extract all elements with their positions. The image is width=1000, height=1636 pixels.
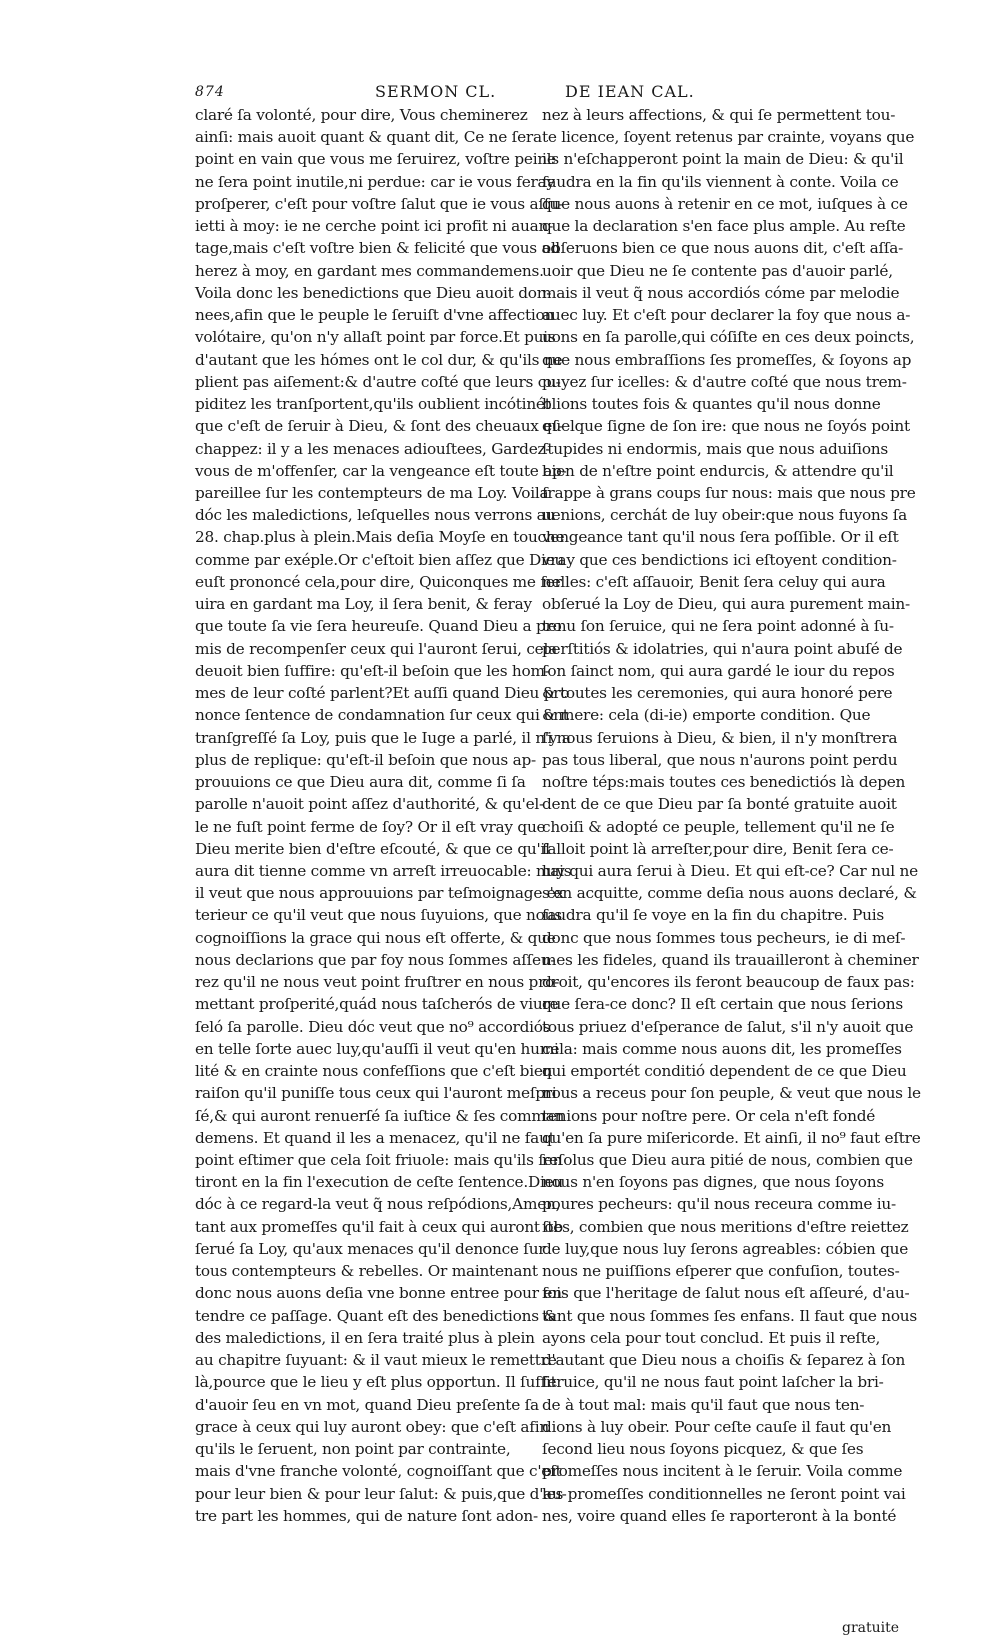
text-line: obſerué la Loy de Dieu, qui aura purement main- [542, 595, 910, 614]
text-line: raiſon qu'il puniſſe tous ceux qui l'auront meſpri [195, 1084, 557, 1103]
text-line: vengeance tant qu'il nous ſera poſſible. Or il eſt [542, 528, 899, 547]
text-line: obſeruons bien ce que nous auons dit, c'eſt aſſa- [542, 239, 904, 258]
text-line: chappez: il y a les menaces adiouſtees, Gardez- [195, 439, 551, 458]
text-line: nous a receus pour ſon peuple, & veut que nous le [542, 1084, 921, 1103]
left-text-column [195, 104, 572, 1527]
text-line: frappe à grans coups ſur nous: mais que nous pre [542, 483, 916, 502]
text-line: comme par exéple.Or c'eſtoit bien aſſez que Dieu [195, 550, 565, 569]
text-line: des maledictions, il en ſera traité plus à plein [195, 1328, 535, 1347]
text-line: choiſi & adopté ce peuple, tellement qu'il ne ſe [542, 817, 895, 836]
text-line: tage,mais c'eſt voſtre bien & felicité que vous ad [195, 239, 560, 258]
text-line: vous de m'offenſer, car la vengeance eſt toute ap- [195, 461, 567, 480]
text-line: mais d'vne franche volonté, cognoiſſant que c'eſt [195, 1462, 562, 1481]
text-line: ſtupides ni endormis, mais que nous aduiſions [542, 439, 888, 458]
text-line: tenions pour noſtre pere. Or cela n'eſt fondé [542, 1106, 876, 1125]
text-line: de à tout mal: mais qu'il faut que nous ten- [542, 1395, 865, 1414]
text-line: perſtitiós & idolatries, qui n'aura point abuſé de [542, 639, 903, 658]
text-line: volótaire, qu'on n'y allaſt point par force.Et puis [195, 328, 556, 347]
text-line: point eſtimer que cela ſoit friuole: mais qu'ils ſen [195, 1151, 563, 1170]
text-line: que toute ſa vie ſera heureuſe. Quand Dieu a pro [195, 617, 562, 636]
text-line: faudra en la fin qu'ils viennent à conte. Voila ce [542, 172, 899, 191]
text-line: rez qu'il ne nous veut point fruſtrer en nous pro- [195, 973, 560, 992]
text-line: aura dit tienne comme vn arreſt irreuocable: mais [195, 861, 572, 880]
text-line: dent de ce que Dieu par ſa bonté gratuite auoit [542, 795, 897, 814]
page-number: 874 [195, 84, 225, 100]
text-line: Voila donc les benedictions que Dieu auoit don- [195, 283, 552, 302]
text-line: nees,afin que le peuple le ſeruiſt d'vne affection [195, 306, 555, 325]
text-line: ſtes, combien que nous meritions d'eſtre reiettez [542, 1217, 909, 1236]
text-line: plient pas aiſement:& d'autre coſté que leurs cu- [195, 372, 561, 391]
text-line: Dieu merite bien d'eſtre eſcouté, & que ce qu'il [195, 839, 550, 858]
text-line: que la declaration s'en face plus ample. Au reſte [542, 217, 906, 236]
text-line: grace à ceux qui luy auront obey: que c'eſt afin [195, 1417, 549, 1436]
text-line: parolle n'auoit point aſſez d'authorité, & qu'el- [195, 795, 544, 814]
text-line: tant que nous ſommes ſes enfans. Il faut que nous [542, 1306, 918, 1325]
text-line: deuoit bien ſuffire: qu'eſt-il beſoin que les hom- [195, 661, 550, 680]
text-line: nous ne puiſſions eſperer que confuſion, toutes- [542, 1262, 900, 1281]
text-line: nez à leurs affections, & qui ſe permettent tou- [542, 106, 896, 124]
text-line: donc nous auons deſia vne bonne entree pour en- [195, 1284, 567, 1303]
text-line: uenions, cerchát de luy obeir:que nous fuyons ſa [542, 506, 908, 525]
text-line: tous contempteurs & rebelles. Or maintenant [195, 1262, 538, 1281]
text-line: d'autant que les hómes ont le col dur, & qu'ils ne [195, 350, 563, 369]
text-line: uira en gardant ma Loy, il ſera benit, & feray [195, 595, 532, 614]
text-line: claré ſa volonté, pour dire, Vous cheminerez [195, 106, 528, 124]
text-line: tranſgreſſé ſa Loy, puis que le Iuge a parlé, il n'y a [195, 728, 571, 747]
text-line: d'auoir ſeu en vn mot, quand Dieu preſente ſa [195, 1395, 539, 1414]
text-line: pour leur bien & pour leur ſalut: & puis,que d'au- [195, 1484, 567, 1503]
text-line: nous declarions que par foy nous ſommes aſſeu- [195, 950, 556, 969]
text-line: ſeló ſa parolle. Dieu dóc veut que no⁹ accordiós [195, 1017, 551, 1036]
text-line: puyez ſur icelles: & d'autre coſté que nous trem- [542, 372, 907, 391]
catchword: gratuite [842, 1620, 900, 1636]
text-line: qu'en ſa pure miſericorde. Et ainſi, il no⁹ faut eſtre [542, 1128, 921, 1147]
text-line: que nous auons à retenir en ce mot, iuſques à ce [542, 194, 908, 213]
text-line: piditez les tranſportent,qu'ils oublient incótinét [195, 395, 551, 414]
text-line: ſerué ſa Loy, qu'aux menaces qu'il denonce ſur [195, 1239, 546, 1258]
text-line: tenu ſon ſeruice, qui ne ſera point adonné à ſu- [542, 617, 894, 636]
text-line: mes de leur coſté parlent?Et auſſi quand Dieu pro [195, 684, 570, 703]
right-text-column [542, 104, 921, 1527]
text-line: demens. Et quand il les a menacez, qu'il ne faut [195, 1128, 555, 1147]
text-line: tendre ce paſſage. Quant eſt des benedictions & [195, 1306, 557, 1325]
text-line: tous priuez d'eſperance de ſalut, s'il n'y auoit que [542, 1017, 914, 1036]
text-line: ſi nous ſeruions à Dieu, & bien, il n'y monſtrera [542, 728, 898, 747]
text-line: ſecond lieu nous ſoyons picquez, & que ſes [542, 1440, 864, 1459]
text-line: uons en ſa parolle,qui cóſiſte en ces deux poincts, [542, 328, 915, 347]
text-line: luy qui aura ſerui à Dieu. Et qui eſt-ce? Car nul ne [542, 861, 918, 880]
text-line: donc que nous ſommes tous pecheurs, ie di meſ- [542, 928, 906, 947]
text-line: ayons cela pour tout conclud. Et puis il reſte, [542, 1328, 881, 1347]
text-line: tiront en la fin l'execution de ceſte ſentence.Dieu [195, 1173, 564, 1192]
text-line: te licence, ſoyent retenus par crainte, voyans que [542, 128, 915, 147]
text-line: herez à moy, en gardant mes commandemens. [195, 261, 544, 280]
text-line: dóc à ce regard-la veut q̃ nous reſpódions,Amen, [195, 1195, 561, 1214]
text-line: s'en acquitte, comme deſia nous auons declaré, & [542, 884, 917, 903]
text-line: mes les fideles, quand ils trauailleront à cheminer [542, 950, 919, 969]
text-line: ſeruice, qu'il ne nous faut point laſcher la bri- [542, 1373, 884, 1392]
text-line: ils n'eſchapperont point la main de Dieu: & qu'il [542, 150, 904, 169]
text-line: auec luy. Et c'eſt pour declarer la foy que nous a- [542, 306, 911, 325]
text-line: pareillee ſur les contempteurs de ma Loy. Voila [195, 483, 549, 502]
text-line: il veut que nous approuuions par teſmoignage ex [195, 884, 564, 903]
text-line: quelque ſigne de ſon ire: que nous ne ſoyós point [542, 417, 910, 436]
text-line: le ne fuſt point ferme de ſoy? Or il eſt vray que [195, 817, 546, 836]
text-line: en telle ſorte auec luy,qu'auſſi il veut qu'en humi [195, 1039, 559, 1058]
text-line: terieur ce qu'il veut que nous ſuyuions, que nous [195, 906, 562, 925]
text-line: uoir que Dieu ne ſe contente pas d'auoir parlé, [542, 261, 893, 280]
text-line: qu'ils le ſeruent, non point par contrainte, [195, 1440, 511, 1459]
text-line: blions toutes fois & quantes qu'il nous donne [542, 395, 881, 414]
text-line: 28. chap.plus à plein.Mais deſia Moyſe en touche [195, 528, 565, 547]
text-line: nous n'en ſoyons pas dignes, que nous ſoyons [542, 1173, 884, 1192]
text-line: dions à luy obeir. Pour ceſte cauſe il faut qu'en [542, 1417, 892, 1436]
text-line: tre part les hommes, qui de nature ſont adon- [195, 1506, 538, 1525]
text-line: au chapitre ſuyuant: & il vaut mieux le remettre [195, 1351, 557, 1370]
text-line: & mere: cela (di-ie) emporte condition. Que [542, 706, 871, 725]
text-line: mais il veut q̃ nous accordiós cóme par melodie [542, 283, 900, 302]
text-line: proſperer, c'eſt pour voſtre ſalut que ie vous aſſu- [195, 194, 564, 213]
text-line: euſt prononcé cela,pour dire, Quiconques me ſer [195, 572, 562, 591]
text-line: poures pecheurs: qu'il nous receura comme iu- [542, 1195, 896, 1214]
text-line: point en vain que vous me ſeruirez, voſtre peine [195, 150, 556, 169]
text-line: que ſera-ce donc? Il eſt certain que nous ſerions [542, 995, 903, 1014]
text-line: ne ſera point inutile,ni perdue: car ie vous feray [195, 172, 555, 191]
text-line: bien de n'eſtre point endurcis, & attendre qu'il [542, 461, 894, 480]
text-line: fois que l'heritage de ſalut nous eſt aſſeuré, d'au- [542, 1284, 910, 1303]
text-line: qui emportét conditió dependent de ce que Dieu [542, 1062, 907, 1081]
text-line: promeſſes nous incitent à le ſeruir. Voila comme [542, 1462, 903, 1481]
text-line: là,pource que le lieu y eſt plus opportun. Il ſuffit [195, 1373, 557, 1392]
text-line: ietti à moy: ie ne cerche point ici profit ni auan- [195, 217, 554, 236]
text-line: dóc les maledictions, leſquelles nous verrons au [195, 506, 556, 525]
text-line: lité & en crainte nous confeſſions que c'eſt bien [195, 1062, 553, 1081]
text-line: d'autant que Dieu nous a choiſis & ſeparez à ſon [542, 1351, 906, 1370]
text-line: plus de replique: qu'eſt-il beſoin que nous ap- [195, 750, 536, 769]
text-line: cognoiſſions la grace qui nous eſt offerte, & que [195, 928, 556, 947]
text-line: de luy,que nous luy ſerons agreables: cóbien que [542, 1239, 909, 1258]
text-line: prouuions ce que Dieu aura dit, comme ſi ſa [195, 773, 526, 792]
text-line: que nous embraſſions ſes promeſſes, & ſoyons ap [542, 350, 912, 369]
text-line: nelles: c'eſt aſſauoir, Benit ſera celuy qui aura [542, 572, 886, 591]
running-title-left: SERMON CL. [375, 82, 497, 101]
text-line: vray que ces bendictions ici eſtoyent condition- [542, 550, 897, 569]
text-line: & toutes les ceremonies, qui aura honoré pere [542, 684, 893, 703]
text-line: nonce ſentence de condamnation ſur ceux qui ont [195, 706, 569, 725]
text-line: que c'eſt de ſeruir à Dieu, & ſont des cheuaux eſ- [195, 417, 563, 436]
text-line: falloit point là arreſter,pour dire, Benit ſera ce- [542, 839, 894, 858]
running-title-right: DE IEAN CAL. [565, 82, 695, 101]
text-line: faudra qu'il ſe voye en la fin du chapitre. Puis [542, 906, 884, 925]
text-line: noſtre téps:mais toutes ces benedictiós là depen [542, 773, 906, 792]
text-line: ſon ſainct nom, qui aura gardé le iour du repos [542, 661, 895, 680]
text-line: cela: mais comme nous auons dit, les promeſſes [542, 1039, 902, 1058]
text-line: nes, voire quand elles ſe raporteront à la bonté [542, 1506, 897, 1525]
text-line: mis de recompenſer ceux qui l'auront ſerui, cela [195, 639, 557, 658]
text-line: pas tous liberal, que nous n'aurons point perdu [542, 750, 898, 769]
text-line: reſolus que Dieu aura pitié de nous, combien que [542, 1151, 913, 1170]
text-line: ſé,& qui auront renuerſé ſa iuſtice & ſes comman [195, 1106, 565, 1125]
text-line: mettant proſperité,quád nous taſcherós de viure [195, 995, 559, 1014]
text-line: ainſi: mais auoit quant & quant dit, Ce ne ſera [195, 128, 542, 147]
text-line: droit, qu'encores ils feront beaucoup de faux pas: [542, 973, 915, 992]
text-line: les promeſſes conditionnelles ne ſeront point vai [542, 1484, 906, 1503]
text-line: tant aux promeſſes qu'il fait à ceux qui auront ob [195, 1217, 563, 1236]
